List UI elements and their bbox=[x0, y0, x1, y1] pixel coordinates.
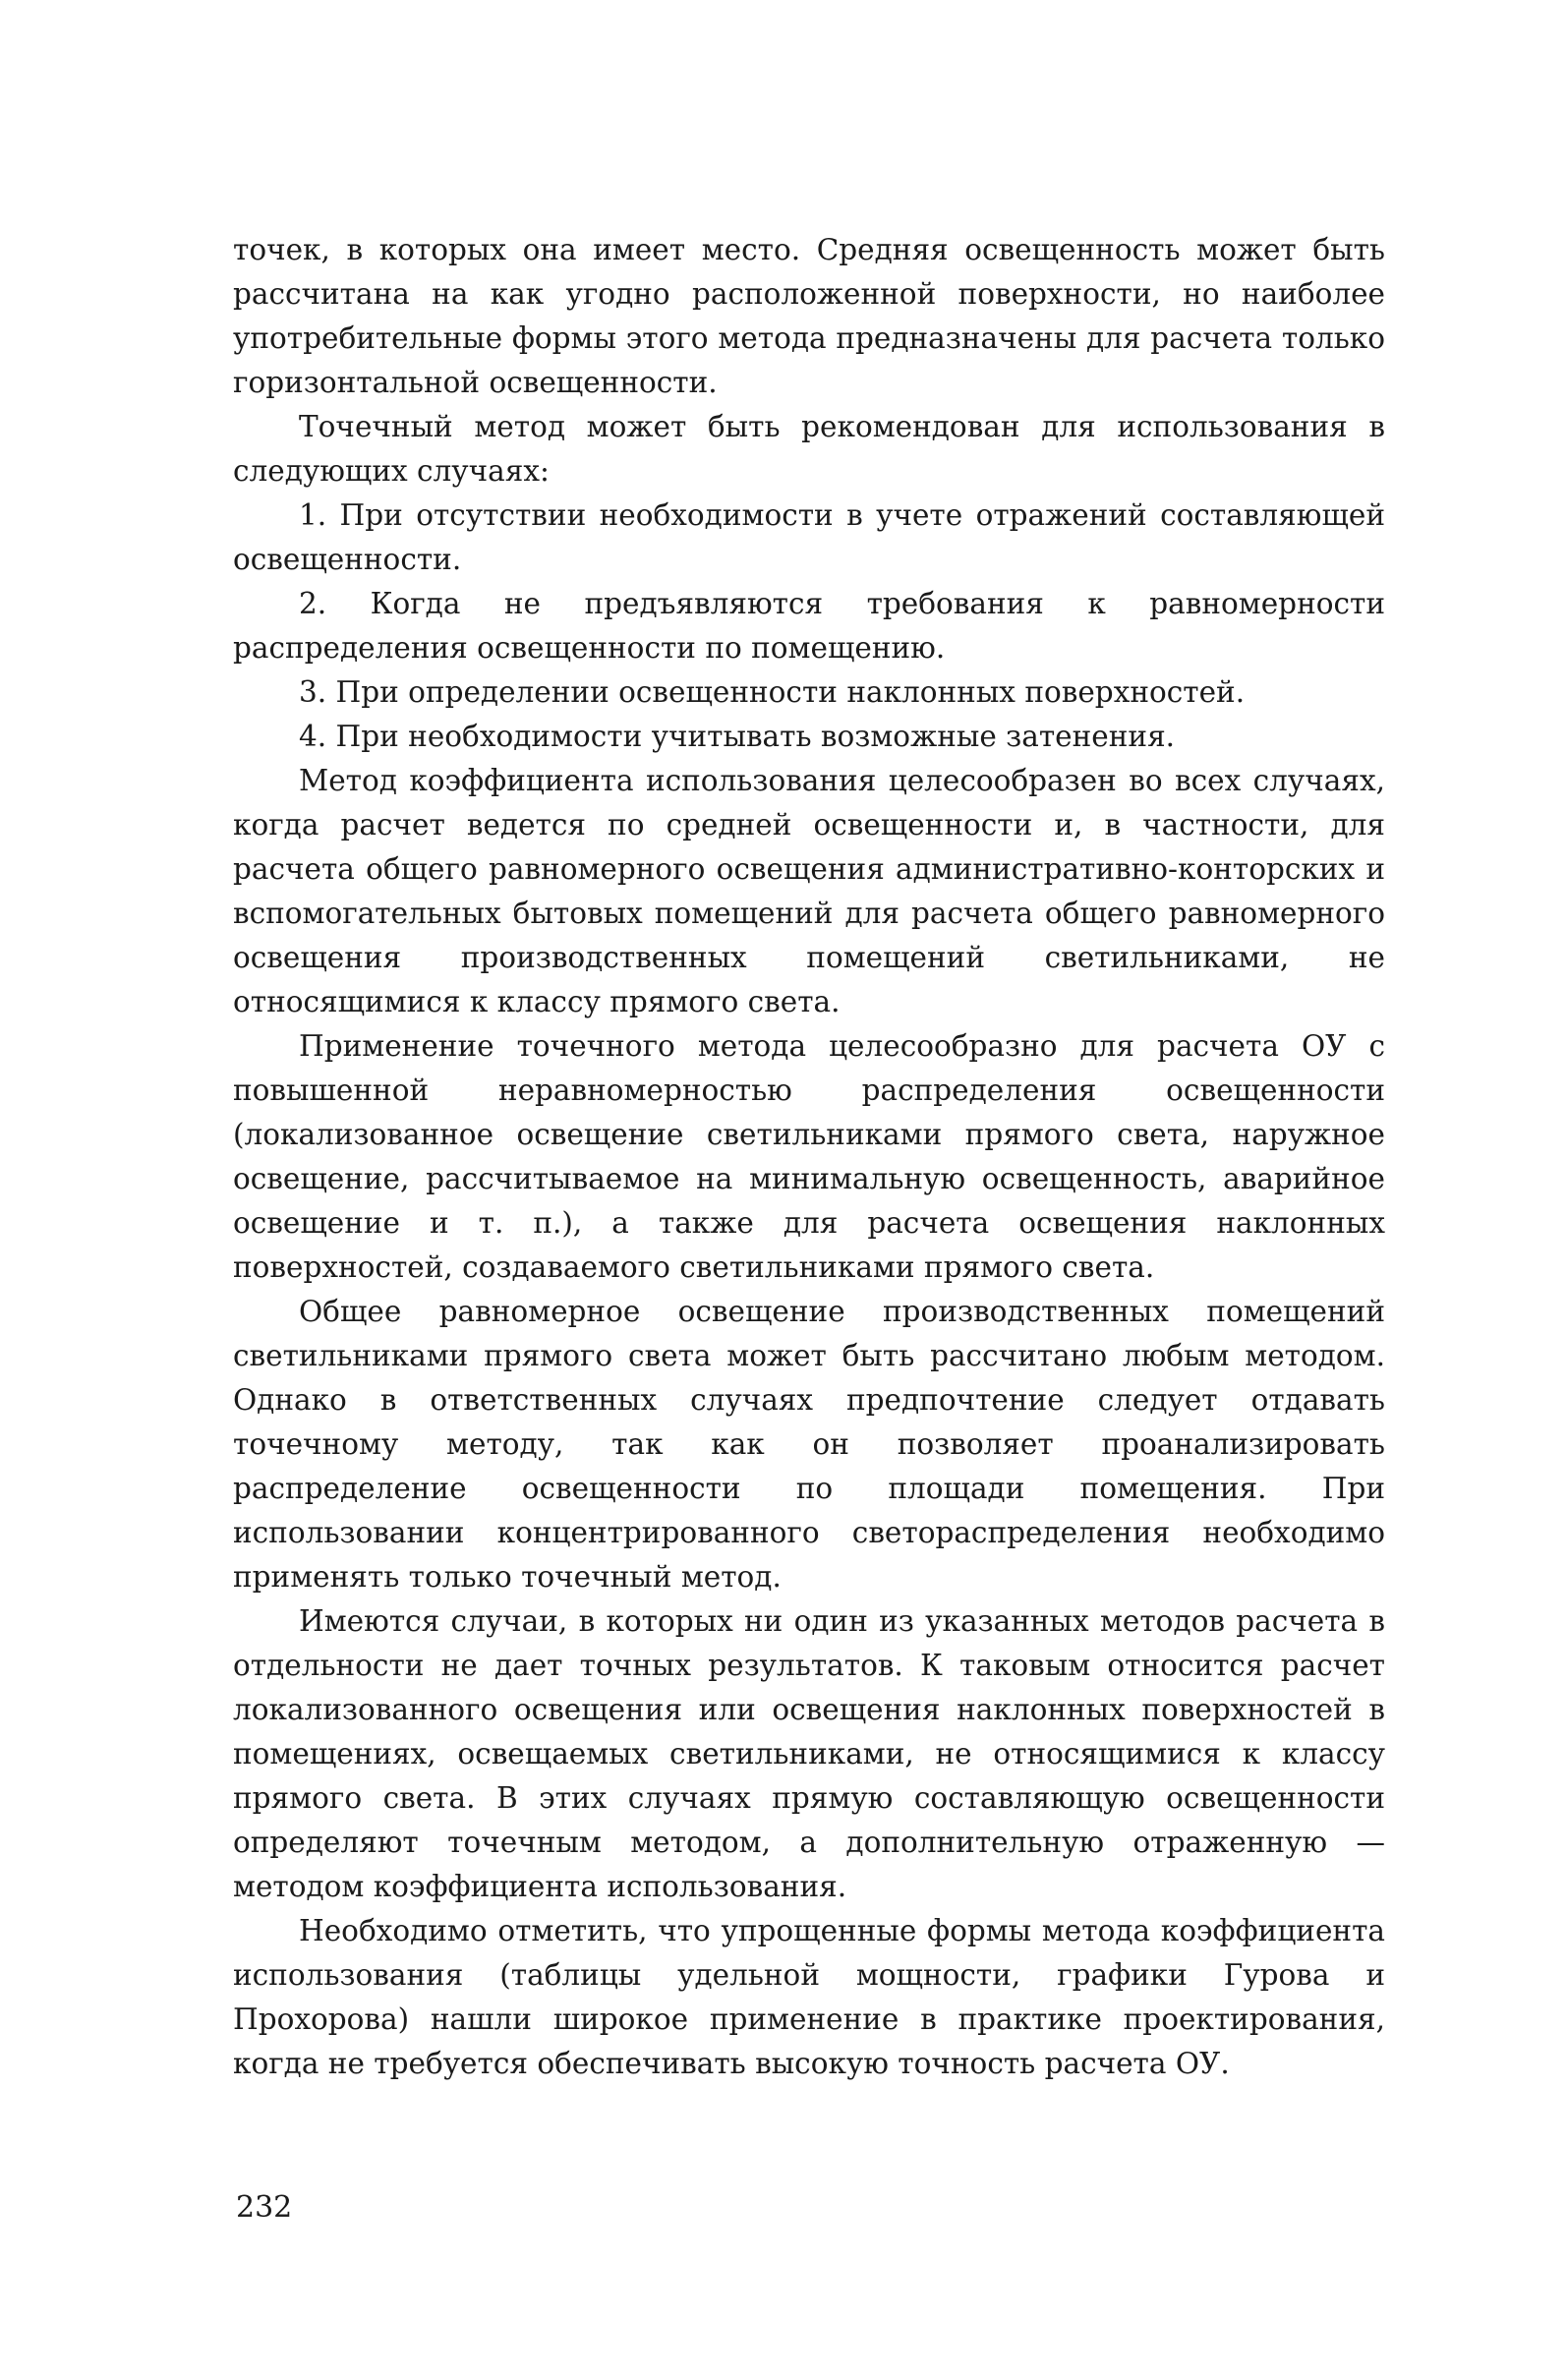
paragraph-combined-cases: Имеются случаи, в которых ни один из указанных методов расчета в отдельности не дает точных результатов. К таковым относится расчет локализованного освещения или освещения наклонных поверхностей в помещениях, освещаемых светильниками, не относящимися к классу прямого света. В этих случаях прямую составляющую освещенности определяют точечным методом, а дополнительную отраженную — методом коэффициента использования. bbox=[233, 1604, 1385, 1903]
paragraph-point-method-intro: Точечный метод может быть рекомендован для использования в следующих случаях: bbox=[233, 410, 1385, 488]
list-item-4: 4. При необходимости учитывать возможные затенения. bbox=[299, 720, 1176, 753]
paragraph-continuation: точек, в которых она имеет место. Средняя освещенность может быть рассчитана на как угодно расположенной поверхности, но наиболее употребительные формы этого метода предназначены для расчета только горизонтальной освещенности. bbox=[233, 233, 1385, 399]
paragraph-point-method-use: Применение точечного метода целесообразно для расчета ОУ с повышенной неравномерностью распределения освещенности (локализованное освещение светильниками прямого света, наружное освещение, рассчитываемое на минимальную освещенность, аварийное освещение и т. п.), а также для расчета освещения наклонных поверхностей, создаваемого светильниками прямого света. bbox=[233, 1029, 1385, 1284]
paragraph-simplified-forms: Необходимо отметить, что упрощенные формы метода коэффициента использования (таблицы удельной мощности, графики Гурова и Прохорова) нашли широкое применение в практике проектирования, когда не требуется обеспечивать высокую точность расчета ОУ. bbox=[233, 1914, 1385, 2080]
page-number: 232 bbox=[236, 2190, 293, 2225]
list-item-3: 3. При определении освещенности наклонных поверхностей. bbox=[299, 675, 1246, 709]
list-item-2: 2. Когда не предъявляются требования к равномерности распределения освещенности по помещению. bbox=[233, 587, 1385, 665]
body-text bbox=[233, 228, 1385, 2086]
paragraph-utilization-method: Метод коэффициента использования целесообразен во всех случаях, когда расчет ведется по средней освещенности и, в частности, для расчета общего равномерного освещения административно-конторских и вспомогательных бытовых помещений для расчета общего равномерного освещения производственных помещений светильниками, не относящимися к классу прямого света. bbox=[233, 764, 1385, 1018]
paragraph-general-lighting: Общее равномерное освещение производственных помещений светильниками прямого света может быть рассчитано любым методом. Однако в ответственных случаях предпочтение следует отдавать точечному методу, так как он позволяет проанализировать распределение освещенности по площади помещения. При использовании концентрированного светораспределения необходимо применять только точечный метод. bbox=[233, 1295, 1385, 1594]
list-item-1: 1. При отсутствии необходимости в учете отражений составляющей освещенности. bbox=[233, 498, 1385, 576]
